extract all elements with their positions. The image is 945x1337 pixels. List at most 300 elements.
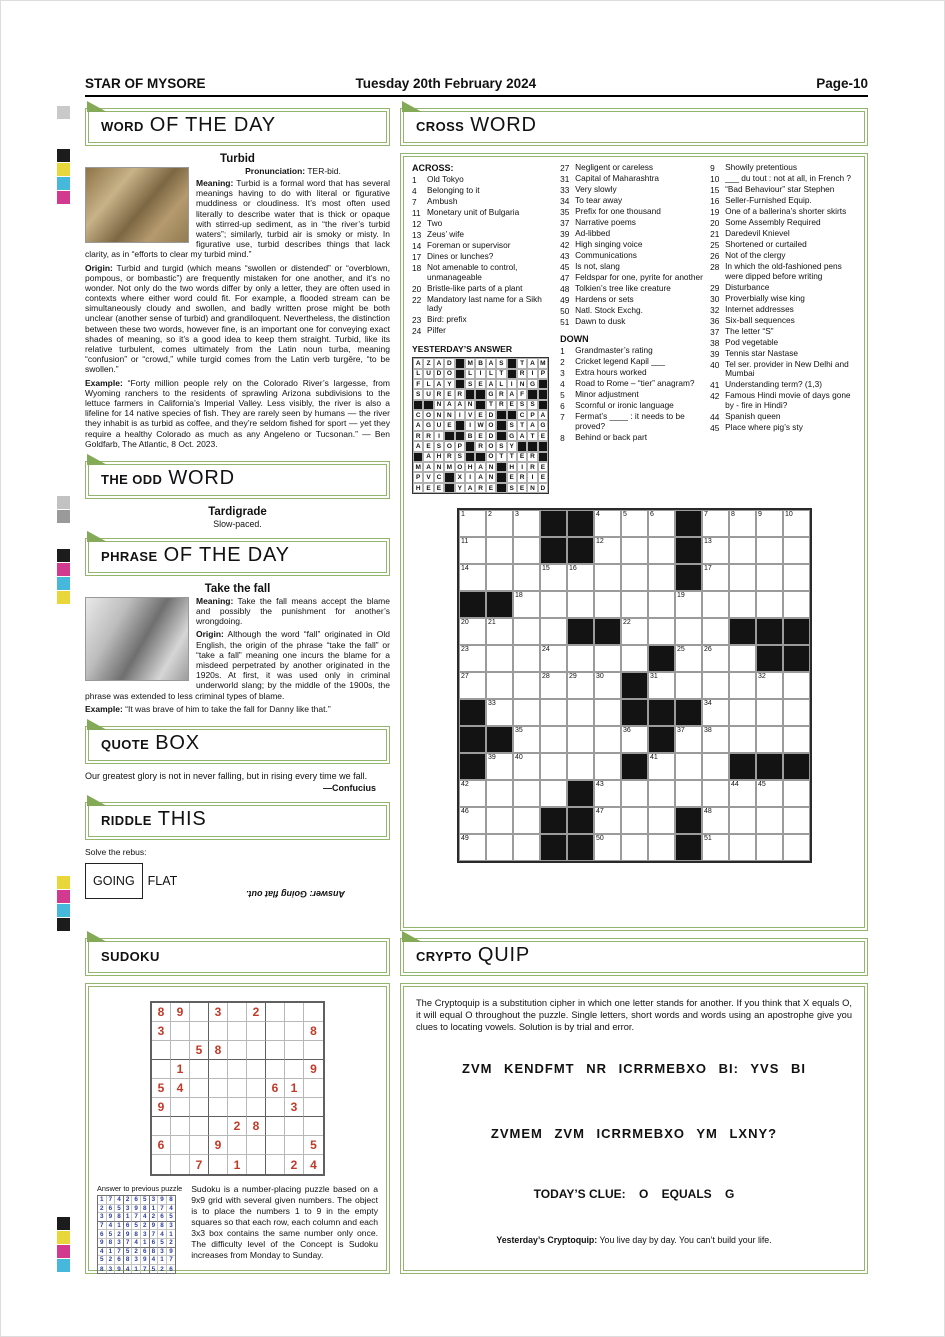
crossword-cell-number: 17 (704, 565, 712, 573)
answer-letter-cell: S (496, 358, 506, 368)
answer-letter-cell: I (527, 369, 537, 379)
crossword-cell-number: 18 (515, 592, 523, 600)
sudoku-answer-cell: 8 (115, 1213, 124, 1222)
sudoku-answer-cell: 8 (167, 1196, 176, 1205)
crossword-cell-number: 10 (785, 511, 793, 519)
odd-word-header (85, 461, 390, 499)
answer-black-cell (444, 472, 454, 482)
crossword-cell (675, 726, 702, 753)
clue-item (710, 338, 856, 348)
sudoku-cell: 5 (304, 1136, 323, 1155)
sudoku-answer-cell: 9 (167, 1248, 176, 1257)
answer-letter-cell: A (486, 379, 496, 389)
crossword-cell (783, 510, 810, 537)
crossword-cell (621, 726, 648, 753)
crossword-cell (756, 834, 783, 861)
clue-text: Famous Hindi movie of days gone by - fire in Hindi? (725, 390, 851, 410)
sudoku-answer-cell: 6 (141, 1248, 150, 1257)
crossword-cell-number: 8 (731, 511, 735, 519)
sudoku-answer-cell: 4 (124, 1265, 133, 1274)
corner-flag-icon (87, 795, 107, 806)
crossword-cell-number: 41 (650, 754, 658, 762)
sudoku-answer-cell: 9 (107, 1213, 116, 1222)
answer-black-cell (465, 452, 475, 462)
crossword-cell (567, 591, 594, 618)
answer-letter-cell: D (486, 410, 496, 420)
crossword-cell-number: 28 (542, 673, 550, 681)
sudoku-answer-cell: 6 (132, 1196, 141, 1205)
answer-letter-cell: N (434, 400, 444, 410)
print-registration-mark (57, 510, 70, 523)
sudoku-answer-cell: 3 (98, 1213, 107, 1222)
clue-number: 11 (412, 208, 421, 218)
answer-letter-cell: S (465, 379, 475, 389)
answer-letter-cell: I (465, 472, 475, 482)
sudoku-cell (266, 1022, 285, 1041)
clue-text: Pilfer (427, 325, 446, 336)
sudoku-answer-cell: 8 (132, 1230, 141, 1239)
origin-text: Turbid and turgid (which means “swollen or distended” or “overblown, pompous, or bombastic”) are frequently mistaken for one another, and it’s no wonder. Not only do the two words differ by only a letter, they are often used in contexts where either word could fit. For example, a flooded stream can be simultaneously cloudy and swollen, and badly written prose might be both unclear (another sense of turbid) and grandiloquent. Nevertheless, the distinction between these two words, however fine, is an important one for conveying exact shades of meaning, so it’s a good idea to keep them straight. Turbid, like its relative turbulent, comes ultimately from the Latin noun turba, meaning “confusion” or “crowd,” while turgid comes from the Latin verb turgēre, “to be swollen.” (85, 262, 390, 375)
clue-number: 30 (710, 293, 720, 304)
sudoku-cell (228, 1079, 247, 1098)
origin-label: Origin: (85, 262, 113, 273)
sudoku-cell: 2 (228, 1117, 247, 1136)
answer-black-cell (423, 400, 433, 410)
answer-letter-cell: M (444, 462, 454, 472)
answer-black-cell (475, 400, 485, 410)
crossword-black-cell (756, 753, 783, 780)
sudoku-cell: 6 (152, 1136, 171, 1155)
clue-text: Dawn to dusk (575, 316, 626, 326)
sudoku-answer-cell: 5 (141, 1196, 150, 1205)
crossword-cell (594, 672, 621, 699)
answer-letter-cell: B (475, 358, 485, 368)
crossword-cell (540, 753, 567, 780)
clue-item (412, 186, 553, 196)
clue-item (560, 346, 703, 356)
sudoku-cell (190, 1136, 209, 1155)
newspaper-title: STAR OF MYSORE (85, 76, 206, 91)
crossword-black-cell (567, 537, 594, 564)
across-col1 (412, 175, 553, 336)
crossword-cell (540, 699, 567, 726)
sudoku-answer-cell: 5 (150, 1265, 159, 1274)
answer-black-cell (507, 369, 517, 379)
clue-item (710, 207, 856, 217)
clue-number: 23 (412, 315, 422, 326)
answer-black-cell (538, 452, 548, 462)
answer-letter-cell: U (423, 369, 433, 379)
sudoku-answer-cell: 5 (98, 1256, 107, 1265)
clue-text: ___ du tout : not at all, in French ? (725, 173, 852, 183)
crossword-cell (513, 726, 540, 753)
word-of-the-day-header (85, 108, 390, 146)
crossword-cell (702, 564, 729, 591)
sudoku-answer-cell: 5 (158, 1239, 167, 1248)
crossword-cell-number: 43 (596, 781, 604, 789)
crossword-cell (702, 726, 729, 753)
crossword-black-cell (675, 510, 702, 537)
clue-text: Tennis star Nastase (725, 347, 798, 358)
answer-letter-cell: G (486, 389, 496, 399)
crossword-cell-number: 2 (488, 511, 492, 519)
across-label: ACROSS: (412, 163, 454, 173)
crossword-cell (513, 564, 540, 591)
sudoku-cell (171, 1098, 190, 1117)
meaning-label: Meaning: (196, 178, 234, 188)
clue-number: 13 (412, 230, 422, 240)
sudoku-cell (228, 1060, 247, 1079)
print-registration-mark (57, 496, 70, 509)
crossword-cell (729, 780, 756, 807)
crossword-black-cell (648, 726, 675, 753)
sudoku-cell (266, 1003, 285, 1022)
clue-text: Disturbance (725, 281, 770, 292)
crossword-cell (486, 834, 513, 861)
clue-number: 43 (560, 251, 570, 261)
clue-text: Fermat’s ____ : it needs to be proved? (575, 411, 685, 431)
clue-item (560, 368, 703, 378)
answer-letter-cell: M (413, 462, 423, 472)
crossword-cell (729, 726, 756, 753)
crossword-cell-number: 36 (623, 727, 631, 735)
clue-number: 4 (560, 379, 565, 389)
clue-number: 16 (710, 196, 720, 206)
crossword-cell-number: 44 (731, 781, 739, 789)
crossword-cell (594, 510, 621, 537)
clue-text: Six-ball sequences (725, 314, 795, 325)
yesterday-answer-grid (412, 357, 549, 494)
crossword-cell (594, 645, 621, 672)
sudoku-answer-cell: 7 (107, 1196, 116, 1205)
clue-number: 44 (710, 411, 720, 422)
crossword-cell (459, 780, 486, 807)
answer-letter-cell: A (423, 452, 433, 462)
clue-item (560, 240, 703, 250)
crossword-cell (675, 618, 702, 645)
answer-letter-cell: D (538, 483, 548, 493)
clue-item (710, 316, 856, 326)
answer-letter-cell: B (465, 431, 475, 441)
answer-letter-cell: I (475, 369, 485, 379)
answer-letter-cell: O (486, 441, 496, 451)
crossword-cell (756, 699, 783, 726)
crossword-cell (729, 510, 756, 537)
clue-number: 1 (560, 346, 565, 356)
crossword-cell (567, 699, 594, 726)
crossword-cell (459, 510, 486, 537)
crossword-cell (783, 807, 810, 834)
crossword-cell-number: 13 (704, 538, 712, 546)
crossword-black-cell (675, 699, 702, 726)
crossword-cell (594, 564, 621, 591)
clue-number: 26 (710, 251, 720, 261)
answer-letter-cell: E (475, 410, 485, 420)
answer-letter-cell: O (455, 462, 465, 472)
crossword-section (400, 108, 868, 931)
answer-letter-cell: I (434, 431, 444, 441)
section-title-bold: PHRASE (101, 548, 158, 564)
sudoku-cell (266, 1041, 285, 1060)
sudoku-cell: 4 (171, 1079, 190, 1098)
sudoku-cell (304, 1098, 323, 1117)
crossword-cell (648, 780, 675, 807)
sudoku-cell (190, 1098, 209, 1117)
sudoku-cell (266, 1117, 285, 1136)
answer-letter-cell: G (538, 420, 548, 430)
clue-text: Is not, slang (575, 261, 620, 271)
crossword-cell (621, 834, 648, 861)
crossword-cell-number: 4 (596, 511, 600, 519)
crossword-cell (513, 672, 540, 699)
clue-text: Internet addresses (725, 303, 794, 314)
clue-text: Not of the clergy (725, 250, 786, 260)
answer-letter-cell: P (455, 441, 465, 451)
sudoku-cell (228, 1098, 247, 1117)
sudoku-answer-cell: 9 (98, 1239, 107, 1248)
crossword-cell (459, 672, 486, 699)
sudoku-answer-cell: 4 (132, 1239, 141, 1248)
quote-attribution: —Confucius (323, 782, 376, 793)
clue-item (560, 433, 703, 443)
crossword-black-cell (540, 510, 567, 537)
crossword-cell (621, 645, 648, 672)
answer-black-cell (455, 379, 465, 389)
answer-letter-cell: S (527, 400, 537, 410)
crossword-cell (729, 564, 756, 591)
clue-text: Bristle-like parts of a plant (427, 282, 523, 293)
cryptoquip-line-2: ZVMEM ZVM ICRRMEBXO YM LXNY? (490, 1126, 778, 1142)
crossword-cell (486, 672, 513, 699)
sudoku-answer-cell: 8 (158, 1222, 167, 1231)
crossword-cell-number: 34 (704, 700, 712, 708)
phrase-origin-text: Although the word “fall” originated in Old English, the origin of the phrase “take the fall” or “take a fall” meaning one incurs the blame for a misdeed perpetrated by another originated in the 1920s. At first, it was used only in criminal underworld slang; by the middle of the 1900s, the phrase was extended to less criminal types of blame. (85, 629, 390, 701)
crossword-cell (729, 672, 756, 699)
print-registration-mark (57, 163, 70, 176)
corner-flag-icon (87, 719, 107, 730)
clue-number: 47 (560, 273, 570, 283)
clue-text: Bird: prefix (427, 314, 467, 325)
clue-text: Ad-libbed (575, 228, 611, 238)
answer-letter-cell: T (486, 400, 496, 410)
clue-item (560, 412, 703, 432)
answer-black-cell (413, 400, 423, 410)
answer-black-cell (465, 441, 475, 451)
answer-letter-cell: R (475, 441, 485, 451)
clue-text: Understanding term? (1,3) (725, 379, 822, 390)
crossword-cell (783, 591, 810, 618)
phrase-example-text: “It was brave of him to take the fall for Danny like that.” (125, 703, 331, 714)
sudoku-answer-cell: 4 (141, 1213, 150, 1222)
sudoku-cell: 1 (285, 1079, 304, 1098)
crossword-cell-number: 3 (515, 511, 519, 519)
clue-item (710, 349, 856, 359)
answer-letter-cell: I (465, 420, 475, 430)
crossword-cell (648, 807, 675, 834)
cryptoquip-body (400, 983, 868, 1274)
crossword-cell (675, 780, 702, 807)
section-title-bold: CRYPTO (416, 949, 472, 964)
crossword-cell (783, 699, 810, 726)
clue-text: One of a ballerina’s shorter skirts (725, 206, 847, 216)
crossword-cell (459, 537, 486, 564)
sudoku-cell: 9 (304, 1060, 323, 1079)
crossword-black-cell (756, 618, 783, 645)
clue-item (710, 218, 856, 228)
section-title-rest: BOX (155, 731, 200, 754)
sudoku-answer-cell: 3 (124, 1205, 133, 1214)
crossword-cell-number: 29 (569, 673, 577, 681)
crossword-cell (648, 672, 675, 699)
sudoku-cell (190, 1060, 209, 1079)
sudoku-answer-cell: 3 (150, 1196, 159, 1205)
crossword-cell (702, 780, 729, 807)
crossword-cell-number: 31 (650, 673, 658, 681)
sudoku-answer-cell: 8 (107, 1239, 116, 1248)
crossword-cell (756, 726, 783, 753)
clue-item (710, 305, 856, 315)
sudoku-answer-cell: 3 (167, 1222, 176, 1231)
crossword-cell-number: 32 (758, 673, 766, 681)
clue-number: 6 (560, 401, 565, 411)
clue-text: Belonging to it (427, 185, 480, 195)
section-title-bold: WORD (101, 119, 144, 134)
sudoku-answer-cell: 5 (132, 1222, 141, 1231)
clue-text: Some Assembly Required (725, 217, 821, 227)
sudoku-answer-cell: 5 (124, 1248, 133, 1257)
crossword-body (400, 153, 868, 931)
crossword-cell (513, 537, 540, 564)
answer-black-cell (413, 452, 423, 462)
answer-letter-cell: A (538, 410, 548, 420)
quote-box-section (85, 726, 390, 793)
crossword-header (400, 108, 868, 146)
clue-item (710, 283, 856, 293)
crossword-cell (594, 537, 621, 564)
crossword-cell (783, 834, 810, 861)
sudoku-answer-cell: 7 (132, 1213, 141, 1222)
clue-item (560, 390, 703, 400)
clue-text: Road to Rome – “tier” anagram? (575, 378, 695, 388)
crossword-cell (594, 807, 621, 834)
answer-letter-cell: R (517, 369, 527, 379)
crossword-cell-number: 12 (596, 538, 604, 546)
crossword-black-cell (540, 537, 567, 564)
clue-text: Hardens or sets (575, 294, 634, 304)
sudoku-cell: 8 (152, 1003, 171, 1022)
clue-item (560, 284, 703, 294)
sudoku-cell (171, 1022, 190, 1041)
clue-number: 7 (412, 197, 417, 207)
sudoku-cell (209, 1060, 228, 1079)
print-registration-mark (57, 191, 70, 204)
odd-word-word: Tardigrade (208, 505, 267, 518)
clue-number: 8 (560, 432, 565, 443)
answer-letter-cell: S (507, 420, 517, 430)
clue-text: Place where pig’s sty (725, 421, 803, 432)
sudoku-cell (285, 1136, 304, 1155)
clue-item (710, 412, 856, 422)
clue-column-2 (560, 163, 703, 494)
clue-text: Communications (575, 250, 637, 260)
print-registration-mark (57, 890, 70, 903)
answer-letter-cell: Y (507, 441, 517, 451)
crossword-black-cell (675, 834, 702, 861)
down-label: DOWN (560, 334, 589, 344)
phrase-of-the-day-header (85, 538, 390, 576)
crossword-black-cell (459, 591, 486, 618)
answer-letter-cell: S (517, 400, 527, 410)
crossword-cell (513, 510, 540, 537)
sudoku-cell: 9 (152, 1098, 171, 1117)
answer-letter-cell: A (527, 358, 537, 368)
print-registration-mark (57, 1217, 70, 1230)
rebus (85, 863, 390, 899)
crossword-cell-number: 40 (515, 754, 523, 762)
quote-text: Our greatest glory is not in never falling, but in rising every time we fall. (85, 770, 368, 781)
answer-letter-cell: Y (455, 483, 465, 493)
clue-item (710, 391, 856, 411)
section-title-rest: WORD (470, 114, 537, 136)
answer-black-cell (538, 389, 548, 399)
answer-letter-cell: R (527, 462, 537, 472)
sudoku-answer-cell: 1 (167, 1230, 176, 1239)
clue-number: 27 (560, 163, 570, 173)
sudoku-cell: 2 (247, 1003, 266, 1022)
answer-letter-cell: I (517, 462, 527, 472)
crossword-cell (459, 834, 486, 861)
clue-item (412, 208, 553, 218)
crossword-cell (540, 780, 567, 807)
crossword-cell (486, 780, 513, 807)
crossword-cell (702, 537, 729, 564)
answer-letter-cell: S (455, 452, 465, 462)
answer-letter-cell: A (465, 483, 475, 493)
print-registration-mark (57, 1231, 70, 1244)
crossword-cell (540, 564, 567, 591)
answer-letter-cell: T (527, 431, 537, 441)
crossword-cell (648, 834, 675, 861)
clue-number: 45 (710, 422, 720, 433)
crossword-cell (621, 618, 648, 645)
sudoku-cell (209, 1155, 228, 1174)
cryptoquip-clue: TODAY’S CLUE: O EQUALS G (533, 1187, 735, 1202)
answer-letter-cell: T (496, 452, 506, 462)
sudoku-cell (247, 1022, 266, 1041)
crossword-cell (621, 537, 648, 564)
crossword-cell (648, 537, 675, 564)
clue-number: 31 (560, 174, 570, 184)
corner-flag-icon (87, 531, 107, 542)
sudoku-answer-cell: 6 (169, 1265, 173, 1273)
clue-item (710, 163, 856, 173)
clue-column-1 (412, 163, 553, 494)
answer-letter-cell: L (423, 379, 433, 389)
clue-item (710, 360, 856, 380)
clue-text: Foreman or supervisor (427, 240, 511, 250)
clue-item (560, 185, 703, 195)
sudoku-cell (247, 1098, 266, 1117)
odd-word-section (85, 461, 390, 529)
answer-black-cell (455, 431, 465, 441)
answer-letter-cell: T (517, 358, 527, 368)
clue-text: Two (427, 218, 443, 228)
print-registration-mark (57, 106, 70, 119)
clue-text: Old Tokyo (427, 174, 464, 184)
clue-text: Spanish queen (725, 410, 781, 421)
crossword-clue-columns (412, 163, 856, 494)
section-title-bold: CROSS (416, 119, 465, 134)
